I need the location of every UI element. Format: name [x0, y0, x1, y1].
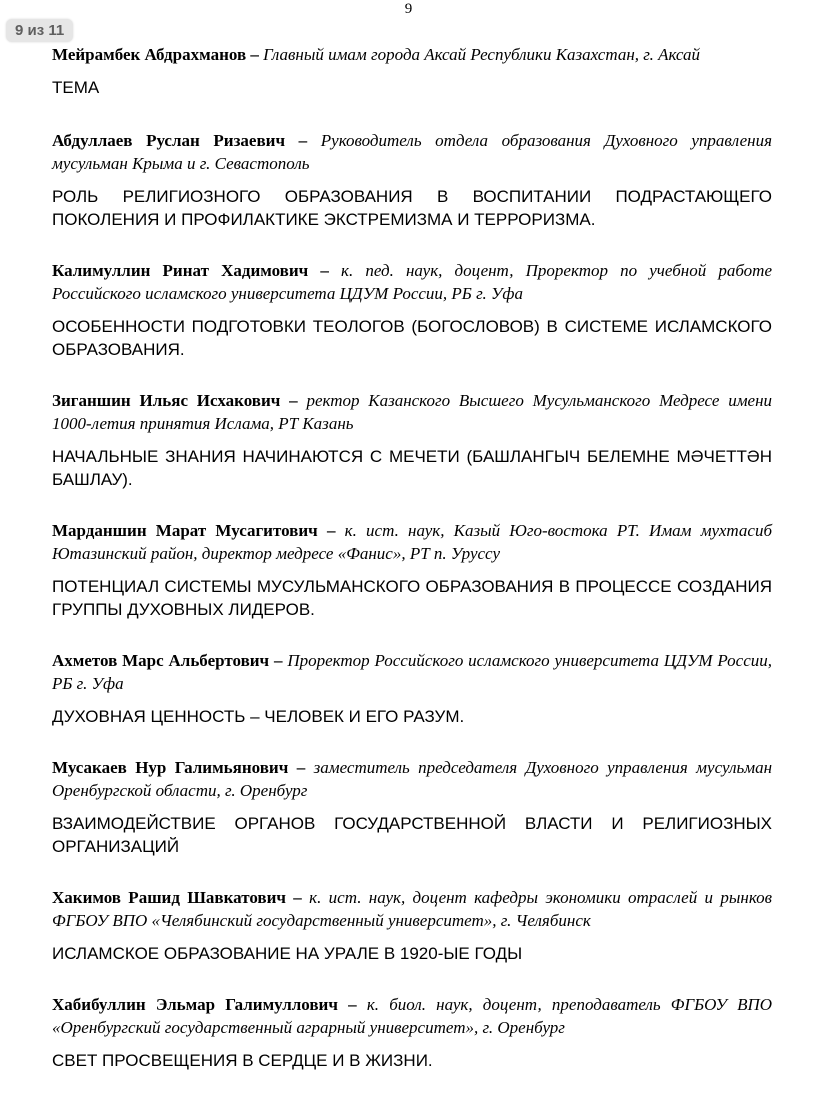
speaker-dash: – [288, 758, 314, 777]
speaker-dash: – [269, 651, 288, 670]
speaker-line [52, 259, 772, 305]
speaker-role: Проректор Российского исламского университета ЦДУМ России, РБ г. Уфа [52, 651, 773, 693]
speaker-name: Абдуллаев Руслан Ризаевич [52, 131, 286, 150]
speaker-role: к. ист. наук, доцент кафедры экономики отраслей и рынков ФГБОУ ВПО «Челябинский государственный университет», г. Челябинск [52, 888, 773, 930]
speaker-line [52, 649, 772, 695]
talk-topic: НАЧАЛЬНЫЕ ЗНАНИЯ НАЧИНАЮТСЯ С МЕЧЕТИ (БАШЛАНГЫЧ БЕЛЕМНЕ МӘЧЕТТӘН БАШЛАУ). [52, 447, 772, 489]
speaker-entry [52, 389, 772, 491]
talk-topic: ПОТЕНЦИАЛ СИСТЕМЫ МУСУЛЬМАНСКОГО ОБРАЗОВАНИЯ В ПРОЦЕССЕ СОЗДАНИЯ ГРУППЫ ДУХОВНЫХ ЛИДЕРОВ. [52, 577, 772, 619]
speaker-dash: – [285, 888, 310, 907]
speaker-name: Хакимов Рашид Шавкатович [52, 888, 286, 907]
speaker-role: Руководитель отдела образования Духовного управления мусульман Крыма и г. Севастополь [52, 131, 773, 173]
talk-topic: ТЕМА [52, 78, 100, 97]
speaker-name: Мейрамбек Абдрахманов [52, 45, 247, 64]
page-number: 9 [404, 1, 413, 17]
speaker-name: Мусакаев Нур Галимьянович [52, 758, 289, 777]
speaker-role: ректор Казанского Высшего Мусульманского Медресе имени 1000-летия принятия Ислама, РТ Казань [52, 391, 773, 433]
speaker-line [52, 886, 772, 932]
talk-topic: ИСЛАМСКОЕ ОБРАЗОВАНИЕ НА УРАЛЕ В 1920-ЫЕ ГОДЫ [52, 944, 523, 963]
speaker-entry [52, 756, 772, 858]
talk-topic: ДУХОВНАЯ ЦЕННОСТЬ – ЧЕЛОВЕК И ЕГО РАЗУМ. [52, 707, 465, 726]
speaker-dash: – [337, 995, 367, 1014]
speaker-line [52, 129, 772, 175]
speakers-list [52, 43, 772, 1100]
talk-topic: РОЛЬ РЕЛИГИОЗНОГО ОБРАЗОВАНИЯ В ВОСПИТАНИИ ПОДРАСТАЮЩЕГО ПОКОЛЕНИЯ И ПРОФИЛАКТИКЕ ЭКСТРЕМИЗМА И ТЕРРОРИЗМА. [52, 187, 772, 229]
speaker-entry [52, 993, 772, 1072]
speaker-dash: – [246, 45, 264, 64]
speaker-dash: – [317, 521, 345, 540]
talk-topic: СВЕТ ПРОСВЕЩЕНИЯ В СЕРДЦЕ И В ЖИЗНИ. [52, 1051, 433, 1070]
speaker-line [52, 43, 772, 66]
page-indicator-badge: 9 из 11 [6, 19, 73, 42]
speaker-name: Хабибуллин Эльмар Галимуллович [52, 995, 338, 1014]
speaker-line [52, 389, 772, 435]
speaker-name: Зиганшин Ильяс Исхакович [52, 391, 281, 410]
speaker-role: к. ист. наук, Казый Юго-востока РТ. Имам мухтасиб Ютазинский район, директор медресе «Фанис», РТ п. Уруссу [52, 521, 773, 563]
speaker-line [52, 756, 772, 802]
speaker-line [52, 993, 772, 1039]
speaker-dash: – [280, 391, 307, 410]
speaker-role: к. пед. наук, доцент, Проректор по учебной работе Российского исламского университета ЦДУМ России, РБ г. Уфа [52, 261, 772, 303]
speaker-entry [52, 649, 772, 728]
speaker-role: заместитель председателя Духовного управления мусульман Оренбургской области, г. Оренбург [52, 758, 773, 800]
speaker-dash: – [308, 261, 342, 280]
talk-topic: ВЗАИМОДЕЙСТВИЕ ОРГАНОВ ГОСУДАРСТВЕННОЙ ВЛАСТИ И РЕЛИГИОЗНЫХ ОРГАНИЗАЦИЙ [52, 814, 772, 856]
speaker-name: Ахметов Марс Альбертович [52, 651, 270, 670]
speaker-entry [52, 43, 772, 99]
speaker-dash: – [285, 131, 321, 150]
speaker-entry [52, 129, 772, 231]
speaker-line [52, 519, 772, 565]
talk-topic: ОСОБЕННОСТИ ПОДГОТОВКИ ТЕОЛОГОВ (БОГОСЛОВОВ) В СИСТЕМЕ ИСЛАМСКОГО ОБРАЗОВАНИЯ. [52, 317, 772, 359]
speaker-name: Калимуллин Ринат Хадимович [52, 261, 309, 280]
speaker-role: к. биол. наук, доцент, преподаватель ФГБОУ ВПО «Оренбургский государственный аграрный университет», г. Оренбург [52, 995, 773, 1037]
speaker-role: Главный имам города Аксай Республики Казахстан, г. Аксай [263, 45, 700, 64]
speaker-entry [52, 519, 772, 621]
speaker-name: Марданшин Марат Мусагитович [52, 521, 318, 540]
speaker-entry [52, 886, 772, 965]
speaker-entry [52, 259, 772, 361]
